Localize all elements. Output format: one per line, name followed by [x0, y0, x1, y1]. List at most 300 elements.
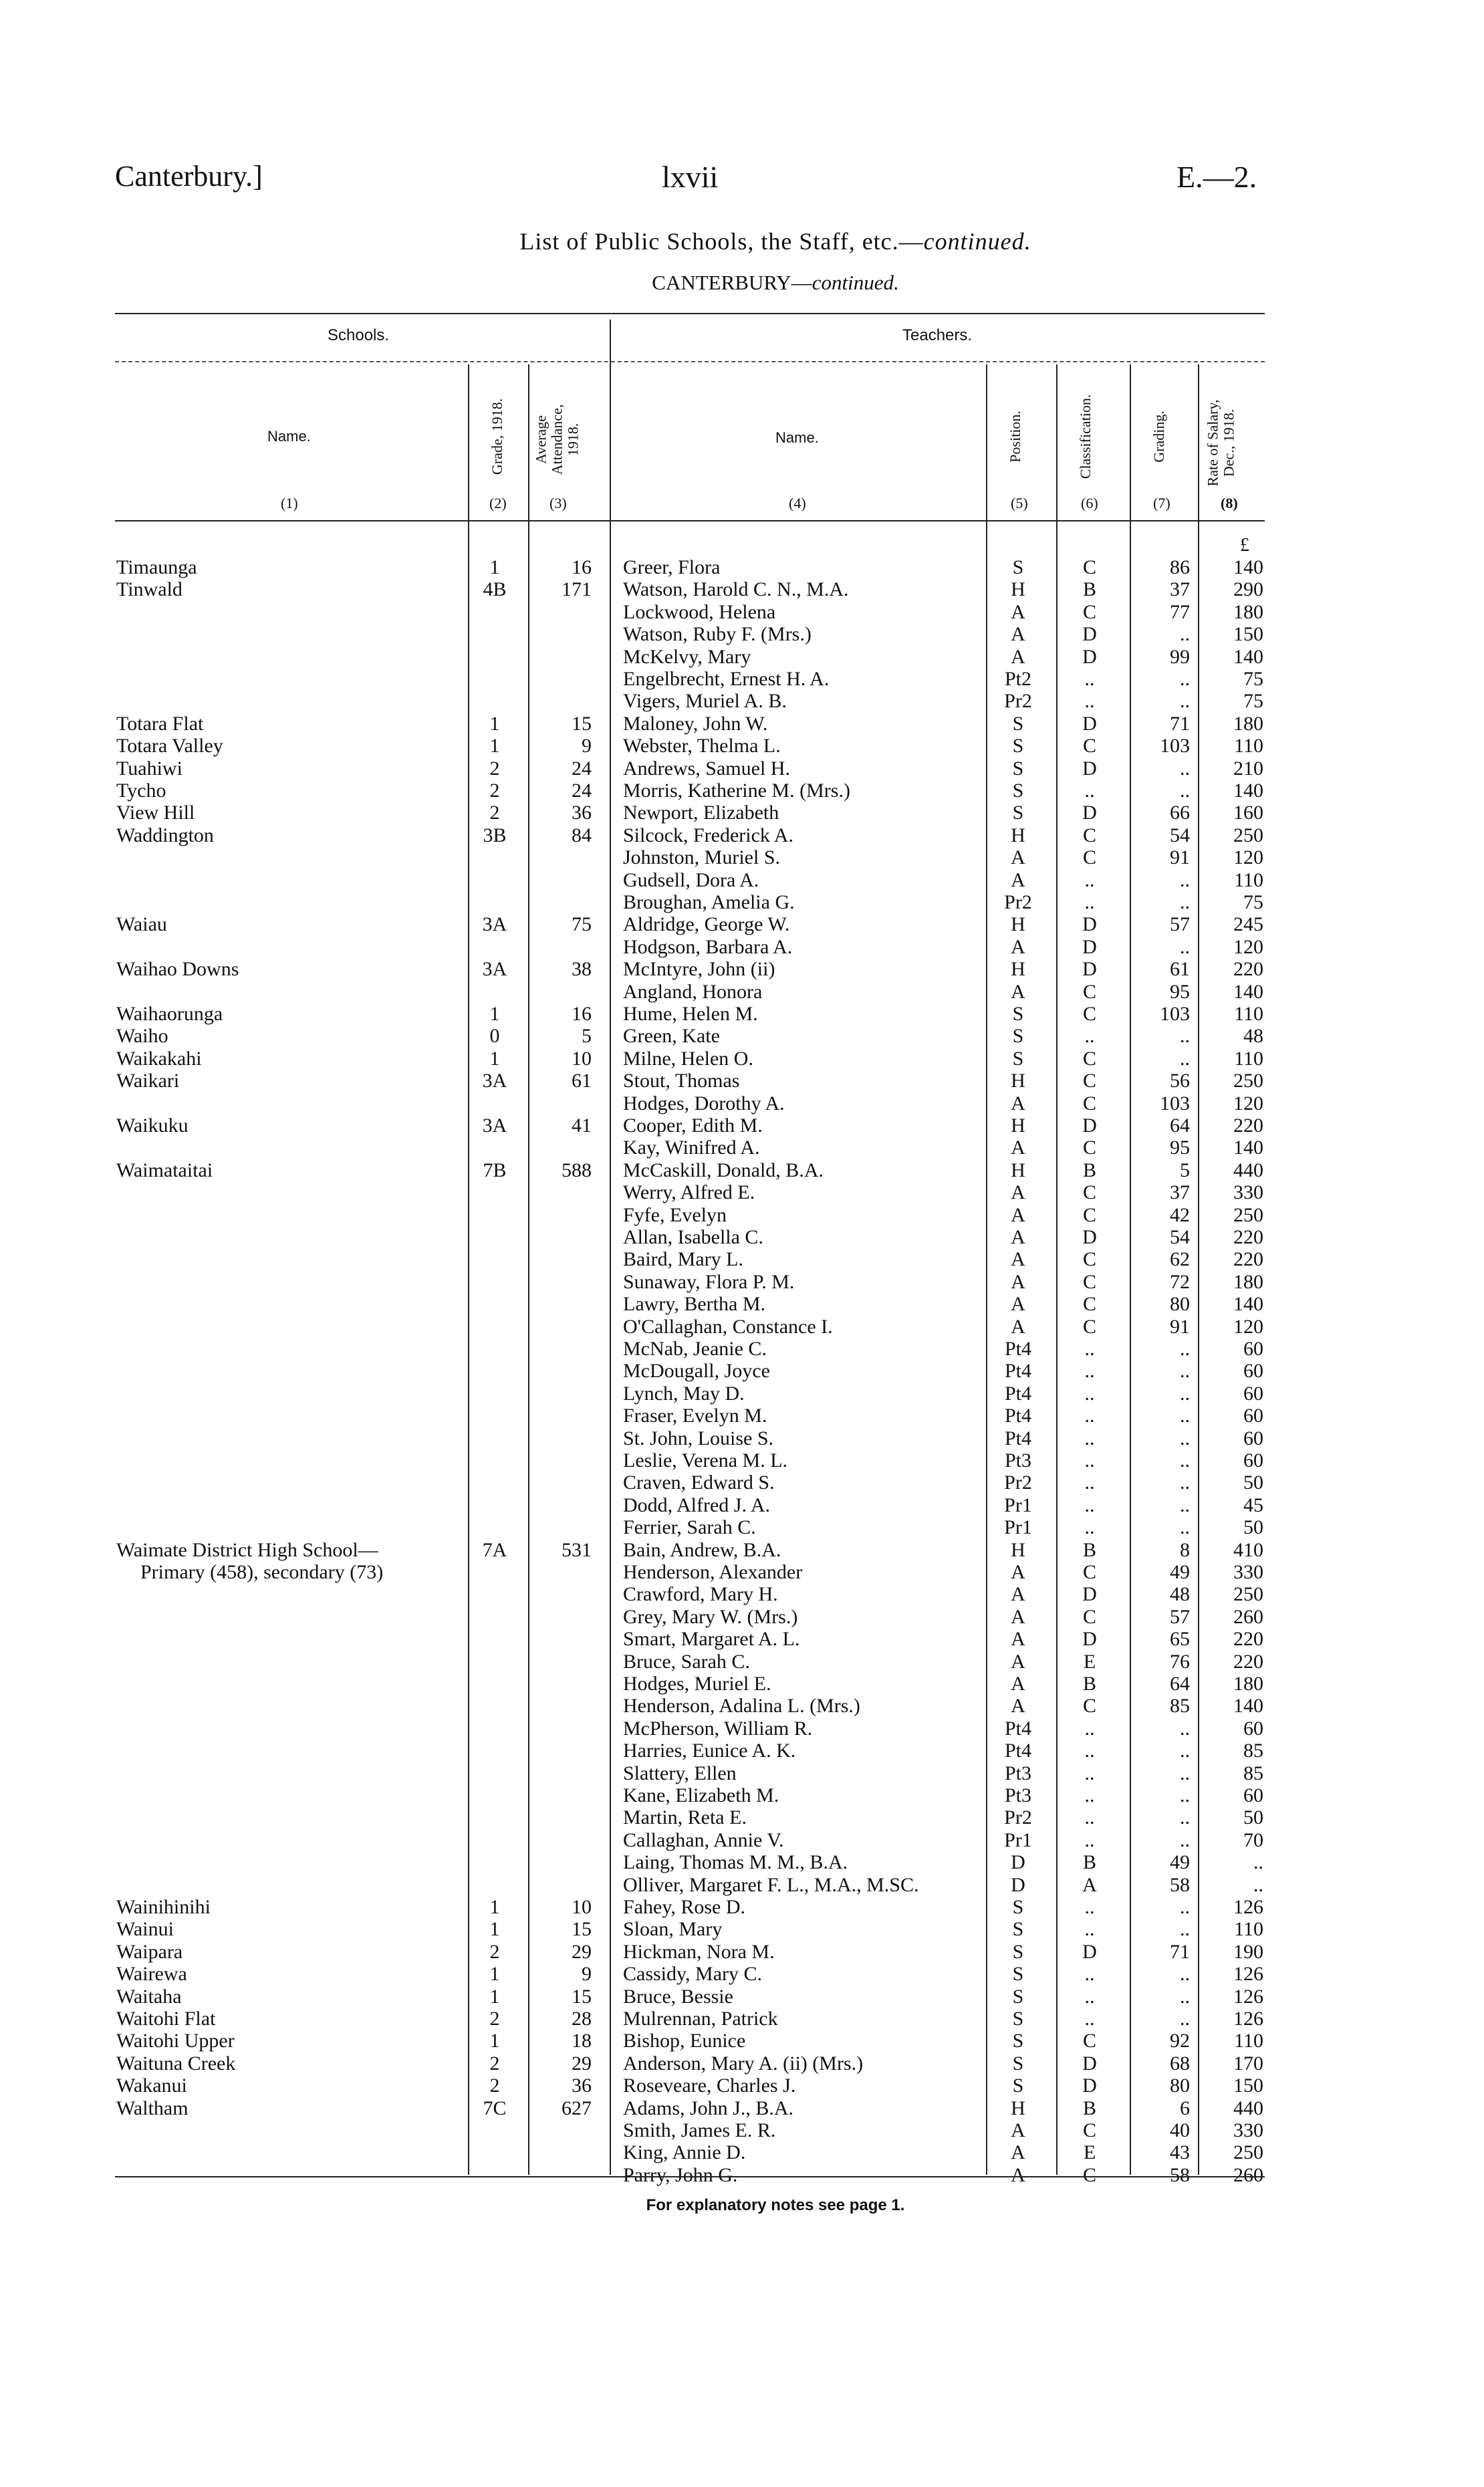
classification: ..	[1084, 1806, 1095, 1829]
table-row	[0, 1248, 1484, 1270]
salary: 110	[1234, 1918, 1263, 1941]
average-attendance: 38	[572, 958, 592, 981]
teacher-name: Hodges, Dorothy A.	[623, 1092, 785, 1114]
school-grade: 2	[489, 2008, 500, 2030]
position: A	[1011, 1293, 1025, 1316]
position: A	[1011, 1181, 1025, 1204]
grading: ..	[1180, 1806, 1190, 1829]
position: Pt4	[1004, 1427, 1032, 1449]
position: S	[1012, 780, 1024, 802]
grading: 57	[1170, 913, 1190, 936]
average-attendance: 36	[572, 802, 592, 824]
table-row	[0, 1784, 1484, 1806]
grading: ..	[1180, 623, 1190, 646]
salary: 250	[1233, 824, 1263, 846]
table-row	[0, 2052, 1484, 2075]
position: A	[1011, 1628, 1025, 1651]
grading: 95	[1170, 980, 1190, 1003]
table-row	[0, 802, 1484, 824]
school-name: Waipara	[116, 1940, 183, 1963]
school-grade: 1	[489, 2030, 500, 2052]
salary: 126	[1233, 2008, 1263, 2030]
classification: B	[1082, 1159, 1096, 1181]
classification: ..	[1084, 668, 1095, 690]
grading: 49	[1170, 1851, 1190, 1874]
classification: C	[1082, 846, 1096, 869]
region-subtitle	[361, 271, 1190, 295]
position: S	[1012, 735, 1024, 757]
school-name: Waiho	[116, 1025, 168, 1048]
teacher-name: Harries, Eunice A. K.	[623, 1740, 796, 1762]
teacher-name: Crawford, Mary H.	[623, 1583, 778, 1606]
classification: ..	[1084, 891, 1095, 913]
grading: ..	[1180, 1405, 1190, 1427]
position: Pt4	[1004, 1740, 1032, 1762]
teacher-name: Martin, Reta E.	[623, 1806, 747, 1829]
position: A	[1011, 2163, 1025, 2186]
salary: 60	[1243, 1427, 1263, 1449]
classification: D	[1082, 623, 1097, 646]
classification: ..	[1084, 2008, 1095, 2030]
salary: 245	[1233, 913, 1263, 936]
school-name: Waitohi Upper	[116, 2030, 235, 2052]
average-attendance: 15	[572, 712, 592, 735]
teacher-name: Laing, Thomas M. M., B.A.	[623, 1851, 848, 1874]
classification: B	[1082, 1538, 1096, 1561]
teacher-name: Craven, Edward S.	[623, 1471, 775, 1494]
grading: 86	[1170, 556, 1190, 578]
col-num-5: (5)	[1011, 495, 1028, 511]
table-row	[0, 646, 1484, 668]
col-grading: Grading.	[1150, 410, 1167, 463]
salary: 60	[1243, 1338, 1263, 1360]
header-bottom-rule	[115, 520, 1265, 521]
school-grade: 7C	[483, 2097, 507, 2119]
salary: 330	[1233, 1561, 1263, 1583]
position: S	[1012, 802, 1024, 824]
average-attendance: 588	[562, 1159, 592, 1181]
teacher-name: McCaskill, Donald, B.A.	[623, 1159, 824, 1181]
position: S	[1012, 1047, 1024, 1070]
position: A	[1011, 1650, 1025, 1673]
grading: ..	[1180, 1740, 1190, 1762]
grading: 103	[1160, 1003, 1190, 1025]
average-attendance: 24	[572, 780, 592, 802]
position: A	[1011, 1092, 1025, 1114]
teacher-name: Angland, Honora	[623, 980, 763, 1003]
salary: 220	[1233, 1650, 1263, 1673]
teacher-name: McKelvy, Mary	[623, 645, 751, 668]
region-suffix: continued.	[812, 271, 899, 294]
salary: 250	[1233, 1583, 1263, 1606]
table-row	[0, 2030, 1484, 2052]
table-row	[0, 780, 1484, 802]
position: H	[1011, 824, 1025, 846]
school-name: Totara Flat	[116, 712, 204, 735]
table-row	[0, 1159, 1484, 1181]
teacher-name: McPherson, William R.	[623, 1717, 813, 1740]
teacher-name: Newport, Elizabeth	[623, 802, 779, 824]
school-name: Wainihinihi	[116, 1896, 211, 1918]
teacher-name: Cassidy, Mary C.	[623, 1963, 763, 1986]
grading: 54	[1170, 1226, 1190, 1248]
table-row	[0, 1471, 1484, 1494]
grading: 66	[1170, 802, 1190, 824]
table-row	[0, 869, 1484, 891]
position: Pt4	[1004, 1338, 1032, 1360]
school-grade: 2	[489, 1940, 500, 1963]
position: H	[1011, 578, 1025, 601]
school-grade: 7A	[482, 1538, 507, 1561]
grading: 99	[1170, 645, 1190, 668]
table-row	[0, 735, 1484, 757]
table-row	[0, 1896, 1484, 1918]
school-grade: 3A	[482, 1114, 507, 1137]
salary: 126	[1233, 1985, 1263, 2008]
grading: 95	[1170, 1137, 1190, 1159]
grading: ..	[1180, 1494, 1190, 1516]
position: Pt3	[1004, 1449, 1032, 1471]
teacher-name: Lawry, Bertha M.	[623, 1293, 765, 1316]
classification: D	[1082, 802, 1097, 824]
teacher-name: Webster, Thelma L.	[623, 735, 781, 757]
grading: ..	[1180, 1963, 1190, 1986]
salary: 250	[1233, 1203, 1263, 1226]
teacher-name: Gudsell, Dora A.	[623, 868, 759, 891]
col-num-4: (4)	[789, 495, 806, 511]
grading: 76	[1170, 1650, 1190, 1673]
grading: 77	[1170, 600, 1190, 623]
grading: ..	[1180, 891, 1190, 913]
grading: ..	[1180, 1918, 1190, 1941]
school-name: Wainui	[116, 1918, 174, 1941]
salary: 110	[1234, 2030, 1263, 2052]
salary: 180	[1233, 1270, 1263, 1293]
position: A	[1011, 1583, 1025, 1606]
table-row	[0, 1606, 1484, 1628]
classification: D	[1082, 645, 1097, 668]
grading: 103	[1160, 735, 1190, 757]
school-name: Wairewa	[116, 1963, 187, 1986]
position: A	[1011, 1226, 1025, 1248]
average-attendance: 627	[562, 2097, 592, 2119]
teacher-name: Cooper, Edith M.	[623, 1114, 763, 1137]
grading: ..	[1180, 935, 1190, 958]
classification: E	[1083, 1650, 1096, 1673]
teacher-name: Slattery, Ellen	[623, 1762, 737, 1784]
table-row	[0, 2141, 1484, 2163]
school-grade: 1	[489, 1918, 500, 1941]
salary: 140	[1233, 980, 1263, 1003]
school-name: Waimate District High School—	[116, 1538, 378, 1561]
position: Pr2	[1004, 1471, 1032, 1494]
classification: D	[1082, 757, 1097, 780]
school-grade: 3A	[482, 1070, 507, 1092]
position: Pr2	[1004, 891, 1032, 913]
position: A	[1011, 935, 1025, 958]
classification: C	[1082, 2030, 1096, 2052]
grading: 42	[1170, 1203, 1190, 1226]
teacher-name: Leslie, Verena M. L.	[623, 1449, 788, 1471]
table-row	[0, 1405, 1484, 1427]
grading: 58	[1170, 1873, 1190, 1896]
teacher-name: Henderson, Alexander	[623, 1561, 803, 1583]
table-row	[0, 1383, 1484, 1405]
salary: 140	[1233, 556, 1263, 578]
average-attendance: 18	[572, 2030, 592, 2052]
classification: D	[1082, 2075, 1097, 2097]
teacher-name: Sunaway, Flora P. M.	[623, 1270, 795, 1293]
position: S	[1012, 712, 1024, 735]
grading: ..	[1180, 668, 1190, 690]
table-row	[0, 601, 1484, 623]
salary: 60	[1243, 1405, 1263, 1427]
position: S	[1012, 1896, 1024, 1918]
average-attendance: 75	[572, 913, 592, 936]
teacher-name: King, Annie D.	[623, 2141, 746, 2164]
teacher-name: Dodd, Alfred J. A.	[623, 1494, 770, 1516]
classification: ..	[1084, 690, 1095, 713]
table-row	[0, 846, 1484, 868]
table-row	[0, 936, 1484, 958]
position: Pt4	[1004, 1405, 1032, 1427]
salary: 120	[1233, 846, 1263, 869]
salary: 70	[1243, 1828, 1263, 1851]
average-attendance: 15	[572, 1918, 592, 1941]
grading: 65	[1170, 1628, 1190, 1651]
school-grade: 1	[489, 735, 500, 757]
classification: ..	[1084, 1405, 1095, 1427]
classification: C	[1082, 1695, 1096, 1718]
classification: D	[1082, 712, 1097, 735]
table-row	[0, 1360, 1484, 1382]
school-name: Tycho	[116, 780, 166, 802]
classification: D	[1082, 958, 1097, 981]
classification: C	[1082, 1181, 1096, 1204]
table-row	[0, 1628, 1484, 1650]
table-row	[0, 1114, 1484, 1137]
salary: 85	[1243, 1740, 1263, 1762]
teacher-name: Werry, Alfred E.	[623, 1181, 755, 1204]
teacher-name: Bain, Andrew, B.A.	[623, 1538, 781, 1561]
teacher-name: Aldridge, George W.	[623, 913, 790, 936]
classification: C	[1082, 1315, 1096, 1338]
teacher-name: McIntyre, John (ii)	[623, 958, 775, 981]
salary: 75	[1243, 690, 1263, 713]
grading: ..	[1180, 1516, 1190, 1539]
position: S	[1012, 1918, 1024, 1941]
teacher-name: Watson, Harold C. N., M.A.	[623, 578, 849, 601]
page-title	[361, 227, 1190, 255]
teacher-name: Smith, James E. R.	[623, 2119, 776, 2141]
grading: ..	[1180, 1449, 1190, 1471]
table-row	[0, 578, 1484, 600]
position: S	[1012, 2030, 1024, 2052]
grading: 54	[1170, 824, 1190, 846]
position: Pr2	[1004, 1806, 1032, 1829]
teacher-name: Maloney, John W.	[623, 712, 768, 735]
position: A	[1011, 846, 1025, 869]
salary: 60	[1243, 1360, 1263, 1383]
teacher-name: O'Callaghan, Constance I.	[623, 1315, 833, 1338]
school-grade: 1	[489, 1985, 500, 2008]
grading: 40	[1170, 2119, 1190, 2141]
salary: 210	[1233, 757, 1263, 780]
average-attendance: 36	[572, 2075, 592, 2097]
teacher-name: Bruce, Bessie	[623, 1985, 733, 2008]
grading: 71	[1170, 712, 1190, 735]
school-name: Tuahiwi	[116, 757, 182, 780]
classification: C	[1082, 1137, 1096, 1159]
school-name: Waddington	[116, 824, 214, 846]
grading: 80	[1170, 2075, 1190, 2097]
classification: D	[1082, 1226, 1097, 1248]
school-name: Timaunga	[116, 556, 197, 578]
position: H	[1011, 1538, 1025, 1561]
classification: C	[1082, 1248, 1096, 1271]
classification: ..	[1084, 1828, 1095, 1851]
position: S	[1012, 1003, 1024, 1025]
classification: ..	[1084, 1918, 1095, 1941]
position: H	[1011, 2097, 1025, 2119]
salary: 330	[1233, 1181, 1263, 1204]
grading: ..	[1180, 2008, 1190, 2030]
grading: ..	[1180, 1360, 1190, 1383]
classification: ..	[1084, 1717, 1095, 1740]
classification: ..	[1084, 1985, 1095, 2008]
salary: 85	[1243, 1762, 1263, 1784]
classification: B	[1082, 2097, 1096, 2119]
classification: ..	[1084, 1338, 1095, 1360]
table-row	[0, 1048, 1484, 1070]
teacher-name: Allan, Isabella C.	[623, 1226, 763, 1248]
position: A	[1011, 1203, 1025, 1226]
position: S	[1012, 2075, 1024, 2097]
col-num-8: (8)	[1221, 495, 1238, 511]
col-attendance: Average Attendance, 1918.	[532, 404, 582, 475]
salary: 220	[1233, 1226, 1263, 1248]
grading: 5	[1180, 1159, 1190, 1181]
table-row	[0, 1695, 1484, 1717]
salary: 180	[1233, 600, 1263, 623]
position: A	[1011, 645, 1025, 668]
position: D	[1011, 1873, 1025, 1896]
teacher-name: Fraser, Evelyn M.	[623, 1405, 767, 1427]
classification: C	[1082, 600, 1096, 623]
table-row	[0, 1516, 1484, 1538]
salary: 120	[1233, 1092, 1263, 1114]
page-number: lxvii	[662, 160, 719, 194]
table-row	[0, 1918, 1484, 1940]
teacher-name: Johnston, Muriel S.	[623, 846, 781, 869]
classification: D	[1082, 2052, 1097, 2075]
col-grade: Grade, 1918.	[489, 398, 505, 475]
table-row	[0, 713, 1484, 735]
classification: ..	[1084, 1896, 1095, 1918]
classification: E	[1083, 2141, 1096, 2164]
school-grade: 2	[489, 757, 500, 780]
table-row	[0, 1874, 1484, 1896]
average-attendance: 15	[572, 1985, 592, 2008]
col-num-1: (1)	[281, 495, 298, 511]
grading: 64	[1170, 1114, 1190, 1137]
table-row	[0, 2119, 1484, 2141]
salary: 60	[1243, 1717, 1263, 1740]
position: A	[1011, 1248, 1025, 1271]
salary: 410	[1233, 1538, 1263, 1561]
average-attendance: 29	[572, 2052, 592, 2075]
salary: 140	[1233, 1137, 1263, 1159]
title-main: List of Public Schools, the Staff, etc.—	[519, 228, 924, 255]
school-name: Waikuku	[116, 1114, 189, 1137]
grading: 91	[1170, 1315, 1190, 1338]
school-grade: 3A	[482, 958, 507, 981]
classification: ..	[1084, 1784, 1095, 1806]
grading: 85	[1170, 1695, 1190, 1718]
school-name: Totara Valley	[116, 735, 223, 757]
grading: 71	[1170, 1940, 1190, 1963]
table-row	[0, 981, 1484, 1003]
grading: 103	[1160, 1092, 1190, 1114]
school-grade: 1	[489, 1963, 500, 1986]
teacher-name: McDougall, Joyce	[623, 1360, 770, 1383]
salary: 75	[1243, 891, 1263, 913]
classification: B	[1082, 1851, 1096, 1874]
table-row	[0, 623, 1484, 645]
classification: D	[1082, 1628, 1097, 1651]
grading: 92	[1170, 2030, 1190, 2052]
table-row	[0, 1092, 1484, 1114]
classification: ..	[1084, 1963, 1095, 1986]
classification: C	[1082, 1561, 1096, 1583]
document-code: E.—2.	[1177, 160, 1257, 194]
school-grade: 2	[489, 2052, 500, 2075]
teacher-name: Grey, Mary W. (Mrs.)	[623, 1605, 798, 1628]
teacher-name: Sloan, Mary	[623, 1918, 723, 1941]
position: H	[1011, 1159, 1025, 1181]
position: A	[1011, 1695, 1025, 1718]
table-top-rule	[115, 313, 1265, 314]
average-attendance: 10	[572, 1047, 592, 1070]
table-row	[0, 690, 1484, 712]
position: Pt3	[1004, 1762, 1032, 1784]
position: A	[1011, 600, 1025, 623]
salary: 220	[1233, 1114, 1263, 1137]
grading: 57	[1170, 1605, 1190, 1628]
salary: 220	[1233, 1628, 1263, 1651]
teacher-name: Silcock, Frederick A.	[623, 824, 793, 846]
classification: ..	[1084, 1471, 1095, 1494]
teacher-name: Fyfe, Evelyn	[623, 1203, 727, 1226]
school-name: Waiau	[116, 913, 167, 936]
table-row	[0, 1941, 1484, 1963]
position: S	[1012, 556, 1024, 578]
salary: 120	[1233, 1315, 1263, 1338]
grading: 80	[1170, 1293, 1190, 1316]
table-row	[0, 2075, 1484, 2097]
position: A	[1011, 2119, 1025, 2141]
currency-symbol: £	[1240, 535, 1249, 556]
classification: C	[1082, 1203, 1096, 1226]
teacher-name: Mulrennan, Patrick	[623, 2008, 778, 2030]
grading: ..	[1180, 1896, 1190, 1918]
salary: 440	[1233, 1159, 1263, 1181]
school-grade: 4B	[483, 578, 507, 601]
position: H	[1011, 1070, 1025, 1092]
average-attendance: 61	[572, 1070, 592, 1092]
position: H	[1011, 1114, 1025, 1137]
school-name: Wakanui	[116, 2075, 187, 2097]
